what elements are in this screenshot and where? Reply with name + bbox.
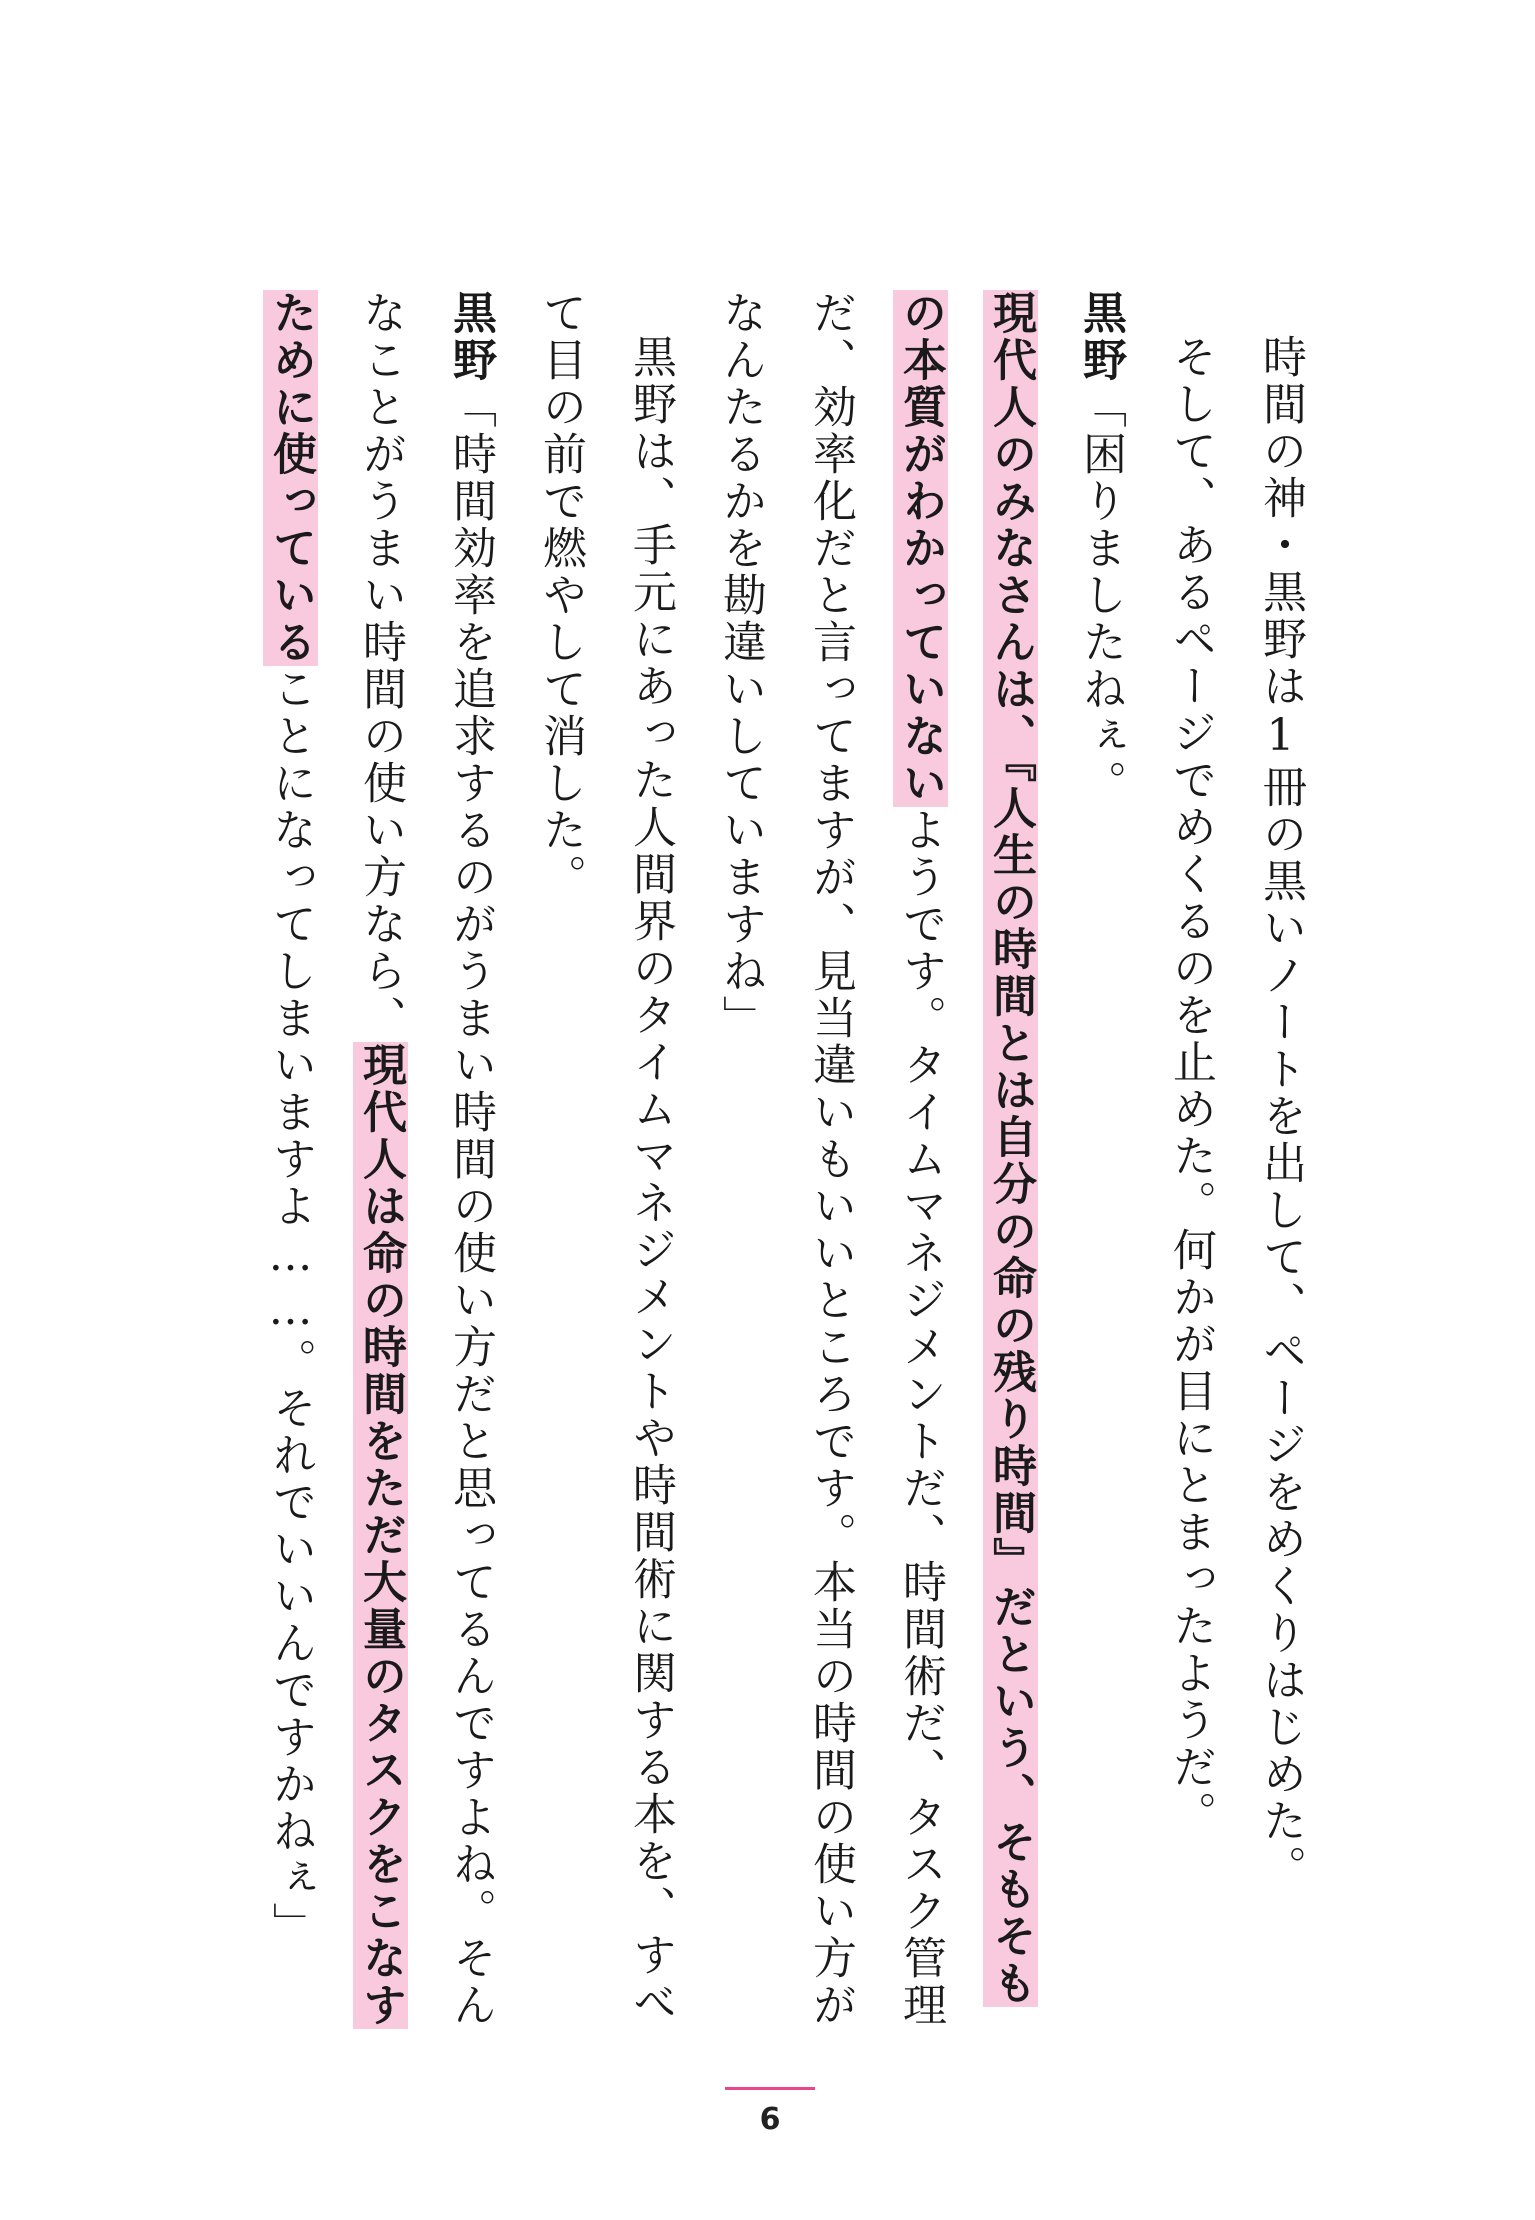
speaker-name: 黒野 [445, 290, 496, 384]
dialogue-text: ようです。タイムマネジメントだ、時間術だ、タスク管理だ、効率化だと言ってますが、見当違いもいいところです。本当の時間の使い方がなんたるかを勘違いしていますね」 [715, 290, 946, 2029]
paragraph-text: 時間の神・黒野は1冊の黒いノートを出して、ページをめくりはじめた。 [1255, 334, 1306, 1892]
speaker-name: 黒野 [1075, 290, 1126, 384]
dialogue-text: 「時間効率を追求するのがうまい時間の使い方だと思ってるんですよね。そんなことがうまい時間の使い方なら、 [355, 290, 496, 2029]
dialogue-text: 「困りましたねぇ。 [1075, 384, 1126, 807]
paragraph-text: そして、あるページでめくるのを止めた。何かが目にとまったようだ。 [1165, 334, 1216, 1838]
paragraph-5 [515, 290, 695, 2040]
vertical-body-text [245, 290, 1325, 2040]
paragraph-6 [245, 290, 515, 2040]
paragraph-3 [1055, 290, 1145, 2040]
paragraph-2 [1145, 290, 1235, 2040]
paragraph-text: 黒野は、手元にあった人間界のタイムマネジメントや時間術に関する本を、すべて目の前で燃やして消した。 [535, 290, 676, 2026]
dialogue-text: ことになってしまいますよ……。それでいいんですかねぇ」 [265, 666, 316, 1949]
paragraph-4 [695, 290, 1055, 2040]
highlighted-text: 現代人は命の時間をただ大量のタスクをこなすために使っている [265, 290, 406, 2029]
highlighted-text: 現代人のみなさんは、『人生の時間とは自分の命の残り時間』だという、そもそもの本質がわかっていない [895, 290, 1036, 2007]
page-number: 6 [759, 2102, 781, 2137]
paragraph-1 [1235, 290, 1325, 2040]
footer-rule [725, 2087, 815, 2090]
